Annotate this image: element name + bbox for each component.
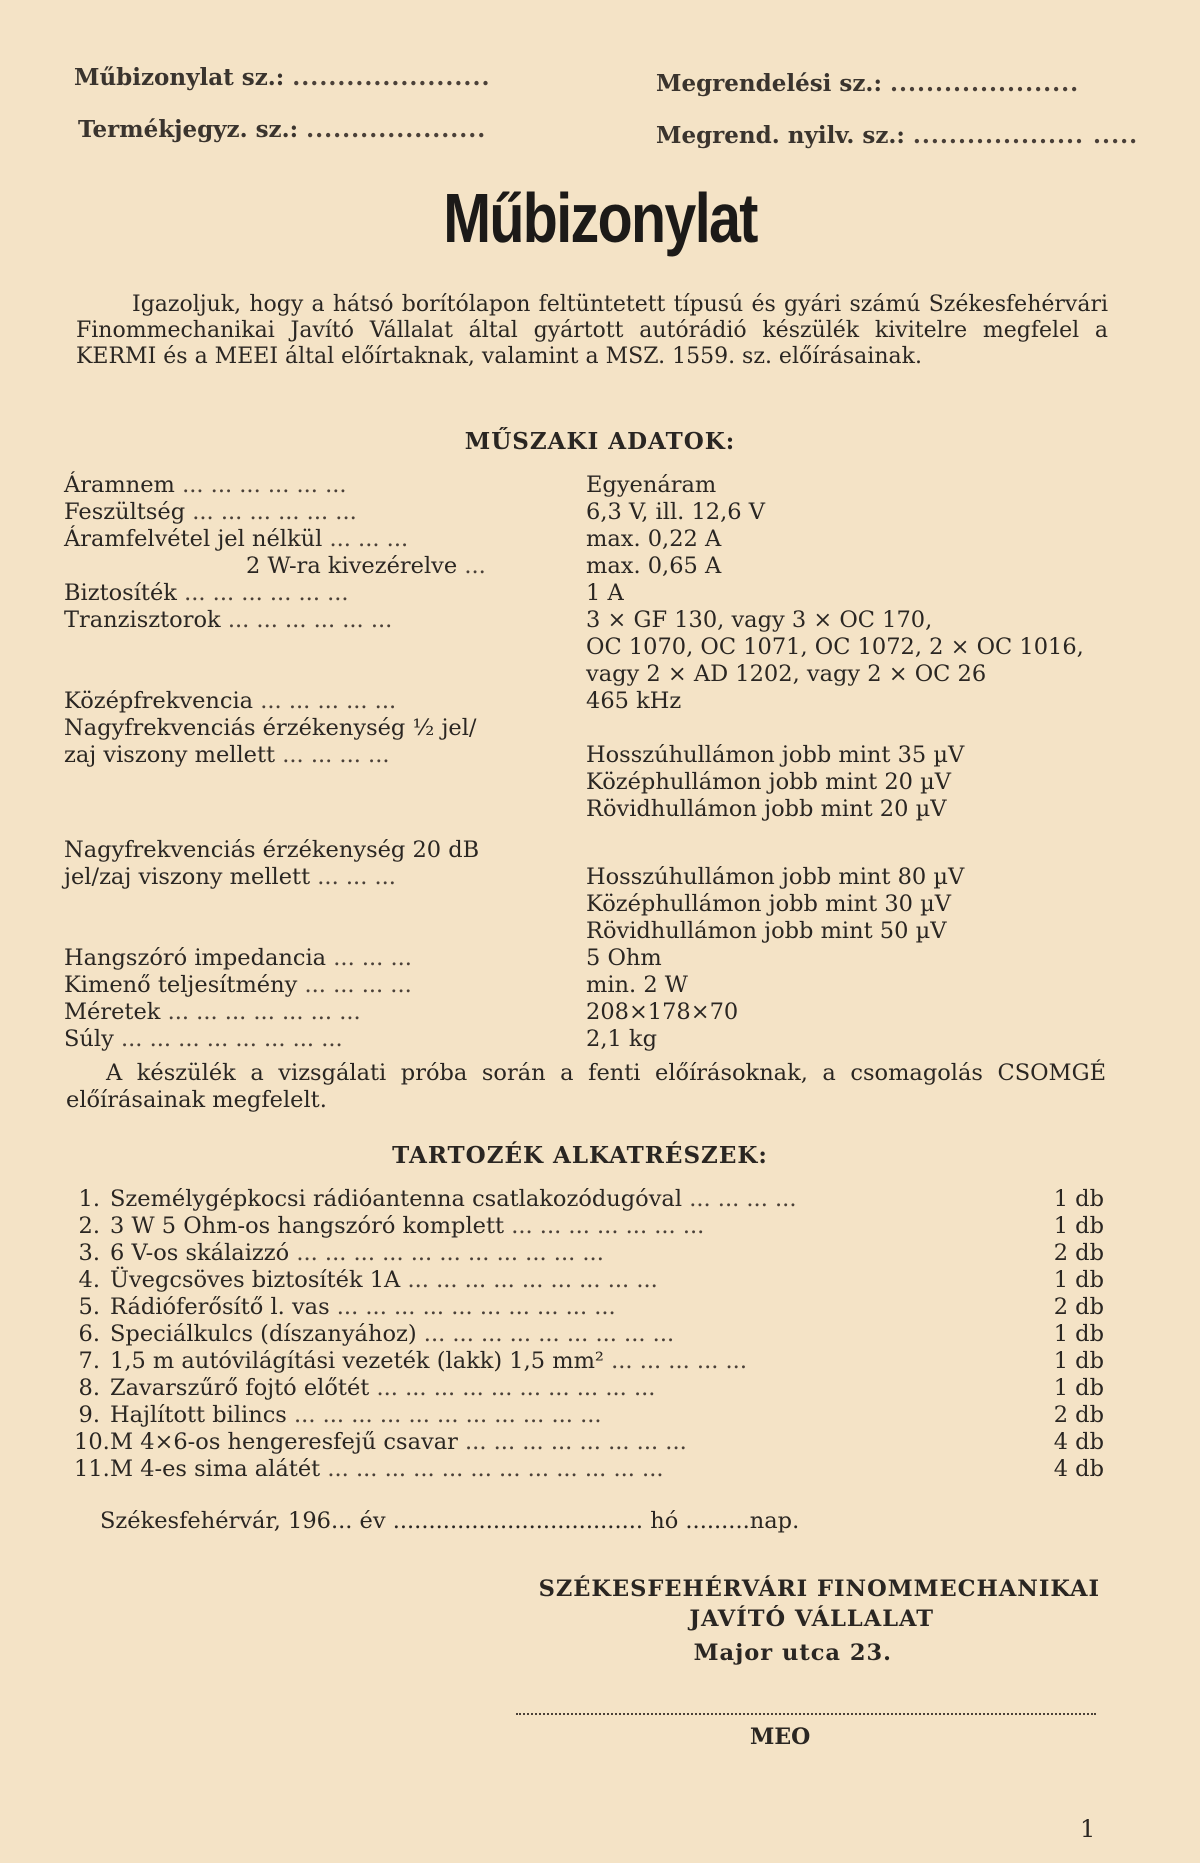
tech-spec-row xyxy=(64,472,1144,498)
document-title: Műbizonylat xyxy=(443,179,757,257)
tech-spec-label-text: Nagyfrekvenciás érzékenység ½ jel/ xyxy=(64,715,477,741)
accessory-name-text: Zavarszűrő fojtó előtét xyxy=(110,1375,370,1401)
accessory-row xyxy=(74,1267,1104,1293)
accessory-quantity: 2 db xyxy=(1053,1294,1104,1320)
tech-spec-label-text: Méretek xyxy=(64,999,161,1025)
order-registry-field xyxy=(656,122,1138,149)
intro-text: Igazoljuk, hogy a hátsó borítólapon feltüntetett típusú és gyári számú Székesfehérvári Finommechanikai Javító Vállalat által gyártott autórádió készülék kivitelre megfelel a KERMI és a MEEI által előírtaknak, valamint a MSZ. 1559. sz. előírásainak. xyxy=(76,292,1108,369)
tech-spec-leader-dots: ... xyxy=(464,553,486,579)
product-number-field xyxy=(78,116,486,143)
tech-spec-label-text: Tranzisztorok xyxy=(64,607,221,633)
order-number-dots: ..................... xyxy=(889,70,1080,97)
accessory-name-text: 3 W 5 Ohm-os hangszóró komplett xyxy=(110,1213,505,1239)
accessory-name-text: Személygépkocsi rádióantenna csatlakozódugóval xyxy=(110,1186,683,1212)
tech-spec-row xyxy=(64,688,1144,714)
tech-spec-value: vagy 2 × AD 1202, vagy 2 × OC 26 xyxy=(586,661,987,687)
tech-spec-value: max. 0,65 A xyxy=(586,553,722,579)
tech-spec-value: 465 kHz xyxy=(586,688,682,714)
accessory-row xyxy=(74,1240,1104,1266)
tech-spec-label xyxy=(64,472,347,498)
tech-spec-row xyxy=(64,769,1144,795)
tech-spec-leader-dots: ... ... ... ... ... ... ... xyxy=(167,999,361,1025)
accessory-name xyxy=(110,1213,704,1239)
accessory-row xyxy=(74,1186,1104,1212)
tech-spec-value: OC 1070, OC 1071, OC 1072, 2 × OC 1016, xyxy=(586,634,1084,660)
accessory-name xyxy=(110,1294,616,1320)
accessory-quantity: 1 db xyxy=(1053,1321,1104,1347)
tech-spec-label xyxy=(64,688,396,714)
tech-spec-row xyxy=(64,864,1144,890)
accessory-row xyxy=(74,1375,1104,1401)
tech-spec-row xyxy=(64,607,1144,633)
accessory-row xyxy=(74,1213,1104,1239)
tech-spec-label xyxy=(64,837,479,863)
accessory-number: 6. xyxy=(78,1321,100,1347)
accessory-name-text: Hajlított bilincs xyxy=(110,1402,287,1428)
accessory-row xyxy=(74,1348,1104,1374)
tech-spec-label-text: Kimenő teljesítmény xyxy=(64,972,298,998)
order-registry-dots: ................... ..... xyxy=(912,122,1139,149)
accessory-name xyxy=(110,1240,604,1266)
tech-spec-label xyxy=(64,945,412,971)
tech-spec-value: 3 × GF 130, vagy 3 × OC 170, xyxy=(586,607,933,633)
tech-spec-value: Középhullámon jobb mint 20 µV xyxy=(586,769,951,795)
order-number-label: Megrendelési sz.: xyxy=(656,70,882,97)
tech-spec-leader-dots: ... ... ... ... ... ... xyxy=(227,607,393,633)
accessory-name xyxy=(110,1348,747,1374)
accessory-name-text: Rádióferősítő l. vas xyxy=(110,1294,330,1320)
tech-spec-label-text: Hangszóró impedancia xyxy=(64,945,327,971)
accessory-number: 11. xyxy=(74,1456,110,1482)
accessory-leader-dots: ... ... ... ... ... ... ... ... ... ... xyxy=(376,1375,656,1401)
accessory-quantity: 2 db xyxy=(1053,1240,1104,1266)
tech-spec-leader-dots: ... ... ... xyxy=(317,864,396,890)
tech-spec-row xyxy=(64,742,1144,768)
tech-spec-label xyxy=(64,972,412,998)
tech-spec-label xyxy=(64,526,408,552)
tech-spec-value: Egyenáram xyxy=(586,472,717,498)
tech-spec-label-text: Áramnem xyxy=(64,472,175,498)
product-number-label: Termékjegyz. sz.: xyxy=(78,116,299,143)
tech-spec-value: min. 2 W xyxy=(586,972,688,998)
accessory-quantity: 2 db xyxy=(1053,1402,1104,1428)
compliance-paragraph xyxy=(66,1060,1106,1114)
tech-spec-leader-dots: ... ... ... ... xyxy=(304,972,412,998)
company-name-line1: SZÉKESFEHÉRVÁRI FINOMMECHANIKAI xyxy=(538,1576,1100,1602)
accessory-name xyxy=(110,1186,796,1212)
tech-spec-value: Rövidhullámon jobb mint 20 µV xyxy=(586,796,947,822)
place-date-line: Székesfehérvár, 196... év ................................... hó .........nap. xyxy=(100,1508,800,1534)
tech-spec-label xyxy=(246,553,486,579)
company-address: Major utca 23. xyxy=(693,1640,892,1666)
accessory-leader-dots: ... ... ... ... ... ... ... ... ... ... xyxy=(336,1294,616,1320)
accessory-number: 2. xyxy=(78,1213,100,1239)
signature-line xyxy=(516,1707,1096,1715)
accessory-name-text: Üvegcsöves biztosíték 1A xyxy=(110,1267,401,1293)
accessory-leader-dots: ... ... ... ... ... xyxy=(611,1348,747,1374)
accessory-name xyxy=(110,1375,655,1401)
accessory-row xyxy=(74,1321,1104,1347)
compliance-text: A készülék a vizsgálati próba során a fenti előírásoknak, a csomagolás CSOMGÉ előírásainak megfelelt. xyxy=(66,1060,1106,1113)
tech-spec-leader-dots: ... ... ... xyxy=(333,945,412,971)
accessory-name-text: M 4×6-os hengeresfejű csavar xyxy=(110,1429,458,1455)
page-number: 1 xyxy=(1080,1815,1096,1843)
accessory-leader-dots: ... ... ... ... ... ... ... ... xyxy=(465,1429,687,1455)
tech-spec-label-text: Súly xyxy=(64,1026,114,1052)
tech-heading: MŰSZAKI ADATOK: xyxy=(464,428,736,455)
accessory-name xyxy=(110,1321,674,1347)
accessory-quantity: 1 db xyxy=(1053,1375,1104,1401)
certificate-number-field xyxy=(74,64,490,91)
accessory-row xyxy=(74,1456,1104,1482)
tech-spec-value: 6,3 V, ill. 12,6 V xyxy=(586,499,765,525)
accessory-quantity: 4 db xyxy=(1053,1456,1104,1482)
accessory-row xyxy=(74,1294,1104,1320)
accessory-row xyxy=(74,1402,1104,1428)
accessory-name-text: Speciálkulcs (díszanyához) xyxy=(110,1321,417,1347)
meo-label: MEO xyxy=(750,1724,811,1750)
accessory-leader-dots: ... ... ... ... ... ... ... ... ... xyxy=(407,1267,658,1293)
tech-spec-leader-dots: ... ... ... ... ... ... xyxy=(182,472,347,498)
tech-spec-leader-dots: ... ... ... ... ... ... xyxy=(192,499,357,525)
tech-spec-row xyxy=(64,945,1144,971)
tech-spec-value: Hosszúhullámon jobb mint 35 µV xyxy=(586,742,965,768)
tech-spec-leader-dots: ... ... ... xyxy=(329,526,409,552)
accessory-number: 4. xyxy=(78,1267,100,1293)
accessory-quantity: 1 db xyxy=(1053,1186,1104,1212)
tech-spec-label-text: Biztosíték xyxy=(64,580,177,606)
intro-paragraph xyxy=(76,292,1108,370)
tech-spec-label xyxy=(64,864,396,890)
accessory-quantity: 1 db xyxy=(1053,1348,1104,1374)
tech-spec-value: Hosszúhullámon jobb mint 80 µV xyxy=(586,864,965,890)
accessory-leader-dots: ... ... ... ... ... ... ... ... ... ... ... xyxy=(296,1240,604,1266)
company-name-line2: JAVÍTÓ VÁLLALAT xyxy=(689,1606,934,1632)
accessory-row xyxy=(74,1429,1104,1455)
tech-spec-value: 1 A xyxy=(586,580,624,606)
tech-spec-label-text: Áramfelvétel jel nélkül xyxy=(64,526,323,552)
accessory-leader-dots: ... ... ... ... ... ... ... ... ... xyxy=(423,1321,675,1347)
accessory-number: 1. xyxy=(78,1186,100,1212)
tech-spec-leader-dots: ... ... ... ... ... ... xyxy=(184,580,349,606)
accessory-quantity: 1 db xyxy=(1053,1267,1104,1293)
tech-spec-value: Rövidhullámon jobb mint 50 µV xyxy=(586,918,947,944)
tech-spec-row xyxy=(64,526,1144,552)
tech-spec-label xyxy=(64,715,477,741)
accessory-quantity: 1 db xyxy=(1053,1213,1104,1239)
tech-spec-label xyxy=(64,999,361,1025)
accessory-leader-dots: ... ... ... ... xyxy=(689,1186,797,1212)
tech-spec-row xyxy=(64,715,1144,741)
tech-spec-value: 5 Ohm xyxy=(586,945,662,971)
accessory-name-text: 6 V-os skálaizzó xyxy=(110,1240,290,1266)
tech-spec-row xyxy=(64,891,1144,917)
tech-spec-leader-dots: ... ... ... ... ... ... ... ... xyxy=(120,1026,343,1052)
tech-spec-label-text: jel/zaj viszony mellett xyxy=(64,864,311,890)
accessories-heading: TARTOZÉK ALKATRÉSZEK: xyxy=(392,1142,768,1169)
tech-spec-leader-dots: ... ... ... ... xyxy=(282,742,390,768)
tech-spec-label xyxy=(64,499,357,525)
accessory-number: 3. xyxy=(78,1240,100,1266)
accessory-number: 5. xyxy=(78,1294,100,1320)
accessory-number: 9. xyxy=(78,1402,100,1428)
tech-spec-label-text: Nagyfrekvenciás érzékenység 20 dB xyxy=(64,837,480,863)
tech-spec-label-text: 2 W-ra kivezérelve xyxy=(246,553,458,579)
accessory-name xyxy=(110,1402,602,1428)
tech-spec-row xyxy=(64,837,1144,863)
order-registry-label: Megrend. nyilv. sz.: xyxy=(656,122,905,149)
accessory-name xyxy=(110,1429,687,1455)
tech-spec-label-text: Feszültség xyxy=(64,499,186,525)
accessory-quantity: 4 db xyxy=(1053,1429,1104,1455)
accessory-leader-dots: ... ... ... ... ... ... ... ... ... ... ... xyxy=(294,1402,602,1428)
tech-spec-row xyxy=(64,1026,1144,1052)
tech-spec-value: Középhullámon jobb mint 30 µV xyxy=(586,891,951,917)
tech-spec-row xyxy=(64,661,1144,687)
tech-spec-value: max. 0,22 A xyxy=(586,526,722,552)
tech-spec-row xyxy=(64,796,1144,822)
tech-spec-row xyxy=(64,972,1144,998)
tech-spec-row xyxy=(64,999,1144,1025)
tech-spec-label xyxy=(64,742,390,768)
tech-spec-leader-dots: ... ... ... ... ... xyxy=(260,688,397,714)
tech-spec-label xyxy=(64,607,392,633)
tech-spec-row xyxy=(64,499,1144,525)
accessory-name xyxy=(110,1456,664,1482)
accessory-name xyxy=(110,1267,658,1293)
accessory-leader-dots: ... ... ... ... ... ... ... xyxy=(511,1213,705,1239)
product-number-dots: .................... xyxy=(306,116,487,143)
accessory-name-text: 1,5 m autóvilágítási vezeték (lakk) 1,5 mm² xyxy=(110,1348,604,1374)
tech-spec-row xyxy=(64,634,1144,660)
tech-spec-value: 2,1 kg xyxy=(586,1026,657,1052)
accessory-number: 7. xyxy=(78,1348,100,1374)
tech-spec-row xyxy=(64,580,1144,606)
tech-spec-label xyxy=(64,580,349,606)
tech-spec-row xyxy=(64,918,1144,944)
tech-spec-label-text: Középfrekvencia xyxy=(64,688,254,714)
certificate-number-dots: ...................... xyxy=(292,64,491,91)
tech-spec-row xyxy=(64,553,1144,579)
accessory-name-text: M 4-es sima alátét xyxy=(110,1456,321,1482)
tech-spec-label xyxy=(64,1026,343,1052)
accessory-leader-dots: ... ... ... ... ... ... ... ... ... ... ... ... xyxy=(327,1456,664,1482)
tech-spec-value: 208×178×70 xyxy=(586,999,739,1025)
order-number-field xyxy=(656,70,1079,97)
tech-spec-label-text: zaj viszony mellett xyxy=(64,742,276,768)
accessory-number: 10. xyxy=(74,1429,110,1455)
certificate-number-label: Műbizonylat sz.: xyxy=(74,64,285,91)
accessory-number: 8. xyxy=(78,1375,100,1401)
